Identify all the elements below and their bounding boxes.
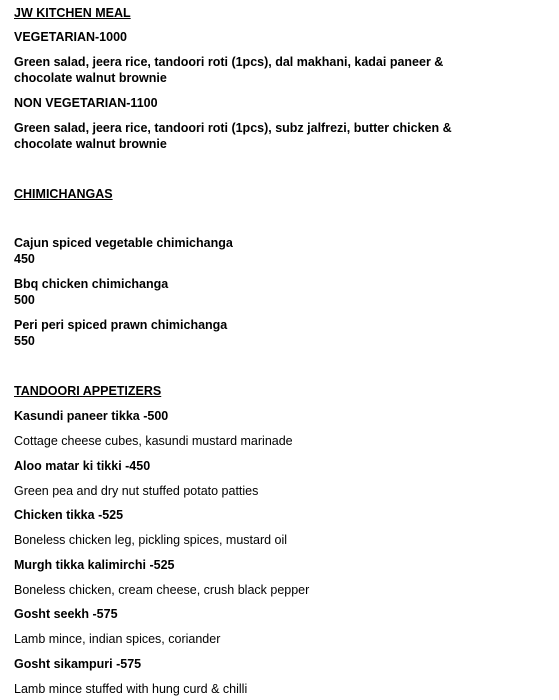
appetizer-description: Lamb mince stuffed with hung curd & chilli: [14, 682, 248, 696]
vegetarian-title: VEGETARIAN-1000: [14, 30, 127, 44]
jw-kitchen-heading: JW KITCHEN MEAL: [14, 6, 131, 20]
appetizer-title: Aloo matar ki tikki -450: [14, 459, 151, 473]
appetizer-description: Lamb mince, indian spices, coriander: [14, 632, 221, 646]
chimichanga-item-price: 500: [14, 293, 35, 307]
vegetarian-desc-line-1: Green salad, jeera rice, tandoori roti (1pcs), dal makhani, kadai paneer &: [14, 55, 444, 69]
chimichanga-item-price: 450: [14, 252, 35, 266]
appetizer-description: Green pea and dry nut stuffed potato patties: [14, 484, 259, 498]
chimichanga-item-name: Cajun spiced vegetable chimichanga: [14, 236, 233, 250]
appetizer-title: Kasundi paneer tikka -500: [14, 409, 169, 423]
tandoori-appetizers-heading: TANDOORI APPETIZERS: [14, 384, 162, 398]
appetizer-description: Cottage cheese cubes, kasundi mustard marinade: [14, 434, 293, 448]
appetizer-description: Boneless chicken, cream cheese, crush black pepper: [14, 583, 310, 597]
appetizer-description: Boneless chicken leg, pickling spices, mustard oil: [14, 533, 288, 547]
appetizer-title: Gosht sikampuri -575: [14, 657, 142, 671]
appetizer-title: Chicken tikka -525: [14, 508, 124, 522]
non-vegetarian-desc-line-2: chocolate walnut brownie: [14, 137, 167, 151]
chimichanga-item-name: Peri peri spiced prawn chimichanga: [14, 318, 228, 332]
chimichangas-heading: CHIMICHANGAS: [14, 187, 113, 201]
appetizer-title: Murgh tikka kalimirchi -525: [14, 558, 175, 572]
non-vegetarian-desc-line-1: Green salad, jeera rice, tandoori roti (1pcs), subz jalfrezi, butter chicken &: [14, 121, 452, 135]
vegetarian-desc-line-2: chocolate walnut brownie: [14, 71, 167, 85]
non-vegetarian-title: NON VEGETARIAN-1100: [14, 96, 158, 110]
chimichanga-item-name: Bbq chicken chimichanga: [14, 277, 169, 291]
chimichanga-item-price: 550: [14, 334, 35, 348]
appetizer-title: Gosht seekh -575: [14, 607, 118, 621]
